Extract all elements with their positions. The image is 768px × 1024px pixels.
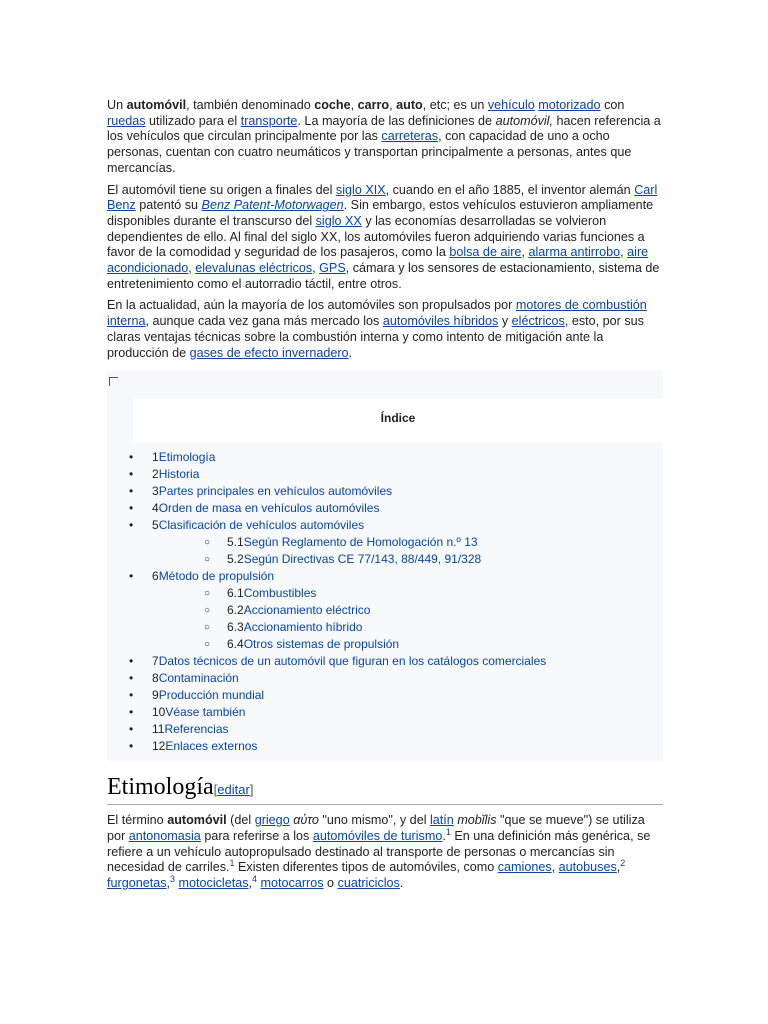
toc-item-link[interactable]: Según Directivas CE 77/143, 88/449, 91/328 [243,552,482,567]
text-run: hacen referencia a los vehículos que circulan principalmente por las [107,113,661,144]
hollow-bullet-icon: ○ [204,537,211,549]
inline-link[interactable]: furgonetas [107,876,167,891]
hollow-bullet-icon: ○ [204,639,211,651]
text-run: . La mayoría de las definiciones de [297,113,496,128]
inline-link[interactable]: siglo XIX [335,182,386,197]
bullet-icon: • [129,671,134,686]
toc-item[interactable] [107,670,663,687]
bold-term: automóvil [167,813,227,828]
text-run: , esto, por sus claras ventajas técnicas sobre la combustión interna y como intento de mitigación ante la producción de [107,314,644,360]
inline-link[interactable]: aire acondicionado [107,245,649,276]
toc-item-number: 8 [152,671,159,686]
text-run: , [521,245,529,260]
toc-item[interactable] [107,619,663,636]
inline-link[interactable]: carreteras [381,129,439,144]
text-run: . [442,828,446,843]
inline-link[interactable]: motocarros [260,876,324,891]
toc-item[interactable] [107,500,663,517]
toc-item-number: 5 [152,518,159,533]
text-run: El término [107,813,168,828]
text-run: , cuando en el año 1885, el inventor alemán [385,182,635,197]
toc-item[interactable] [107,653,663,670]
text-run: (del [226,813,255,828]
toc-item[interactable] [107,466,663,483]
toc-item[interactable] [107,585,663,602]
toc-item-link[interactable]: Método de propulsión [158,569,275,584]
text-run: , [616,860,621,875]
inline-link[interactable]: siglo XX [315,213,362,228]
inline-link[interactable]: eléctricos [511,314,565,329]
toc-item-link[interactable]: Referencias [164,722,229,737]
toc-item-link[interactable]: Orden de masa en vehículos automóviles [158,501,380,516]
toc-toggle-checkbox-icon[interactable] [109,377,118,386]
intro-paragraph-3 [107,298,663,361]
text-run: En una definición más genérica, se refiere a un vehículo autopropulsado destinado al transporte de personas o mercancías sin necesidad de carriles. [107,828,651,875]
text-run: , [551,860,559,875]
inline-link[interactable]: elevalunas eléctricos [195,261,313,276]
text-run: . [348,345,353,360]
toc-item-link[interactable]: Producción mundial [158,688,265,703]
inline-link[interactable]: motocicletas [178,876,249,891]
text-run: , [389,98,397,112]
toc-list [107,443,663,761]
hollow-bullet-icon: ○ [204,554,211,566]
hollow-bullet-icon: ○ [204,622,211,634]
toc-item-link[interactable]: Accionamiento híbrido [243,620,363,635]
article-content [107,98,663,898]
toc-item-link[interactable]: Otros sistemas de propulsión [243,637,400,652]
italic-term: mobĭlis [457,813,497,828]
toc-item[interactable] [107,738,663,755]
toc-item-number: 11 [152,722,165,737]
text-run: , [248,876,253,891]
bullet-icon: • [129,484,134,499]
italic-term: αὐτο [293,813,319,828]
toc-item-number: 5.2 [227,552,244,567]
bullet-icon: • [129,518,134,533]
inline-link[interactable]: automóviles de turismo [312,828,443,843]
toc-item-link[interactable]: Contaminación [158,671,239,686]
toc-item-link[interactable]: Enlaces externos [165,739,258,754]
text-run: , aunque cada vez gana más mercado los [145,314,383,329]
bullet-icon: • [129,467,134,482]
hollow-bullet-icon: ○ [204,605,211,617]
text-run: , [312,261,320,276]
text-run: con [600,98,625,112]
inline-link[interactable]: gases de efecto invernadero [189,345,349,360]
text-run: Un [107,98,127,112]
inline-link[interactable]: Benz Patent-Motorwagen [201,198,344,213]
text-run: , [350,98,358,112]
toc-item-number: 4 [152,501,159,516]
text-run: para referirse a los [200,828,313,843]
text-run: patentó su [135,198,202,213]
toc-item-number: 6.1 [227,586,244,601]
inline-link[interactable]: alarma antirrobo [528,245,621,260]
toc-item[interactable] [107,534,663,551]
inline-link[interactable]: motorizado [538,98,601,112]
toc-item-number: 7 [152,654,159,669]
toc-item[interactable] [107,636,663,653]
text-run: "que se mueve") se utiliza por [107,813,645,843]
toc-item-number: 2 [152,467,159,482]
reference-superscript[interactable]: 1 [229,858,235,869]
bullet-icon: • [129,501,134,516]
text-run: . Sin embargo, estos vehículos estuvieron ampliamente disponibles durante el transcurso del [107,198,654,228]
toc-item-number: 1 [152,450,159,465]
toc-item-link[interactable]: Datos técnicos de un automóvil que figuran en los catálogos comerciales [158,654,547,669]
text-run: El automóvil tiene su origen a finales del [107,182,336,197]
bold-term: coche [314,98,351,112]
edit-section-link-wrapper [214,782,254,797]
inline-link[interactable]: motores de combustión interna [107,298,647,329]
toc-item-number: 12 [152,739,166,754]
text-run: utilizado para el [145,113,241,128]
bullet-icon: • [129,688,134,703]
inline-link[interactable]: camiones [497,860,552,875]
inline-link[interactable]: ruedas [107,113,146,128]
inline-link[interactable]: latín [430,813,454,828]
text-run: , cámara y los sensores de estacionamiento, sistema de entretenimiento como el autorradio táctil, entre otros. [107,261,660,291]
inline-link[interactable]: transporte [240,113,298,128]
text-run: , [620,245,628,260]
toc-item[interactable] [107,449,663,466]
bullet-icon: • [129,739,134,754]
toc-item-link[interactable]: Clasificación de vehículos automóviles [158,518,365,533]
section-heading-text: Etimología [107,774,214,801]
toc-item-link[interactable]: Según Reglamento de Homologación n.º 13 [243,535,478,550]
toc-item-number: 10 [152,705,166,720]
toc-item-number: 3 [152,484,159,499]
reference-superscript[interactable]: 1 [445,826,451,837]
inline-link[interactable]: bolsa de aire [449,245,522,260]
inline-link[interactable]: automóviles híbridos [382,314,499,329]
toc-item[interactable] [107,721,663,738]
toc-item-link[interactable]: Combustibles [243,586,317,601]
toc-title-bar [133,399,663,443]
inline-link[interactable]: autobuses [558,860,617,875]
inline-link[interactable]: Carl Benz [107,182,658,213]
toc-toggle-row [107,371,663,399]
inline-link[interactable]: griego [254,813,290,828]
inline-link[interactable]: antonomasia [128,828,201,843]
bold-term: auto [396,98,423,112]
intro-paragraph-1 [107,98,663,177]
reference-superscript[interactable]: 3 [170,873,176,884]
bullet-icon: • [129,569,134,584]
bullet-icon: • [129,654,134,669]
text-run: , también denominado [186,98,315,112]
inline-link[interactable]: vehículo [487,98,535,112]
bold-term: automóvil [126,98,187,112]
toc-item[interactable] [107,602,663,619]
section-heading-etimologia [107,773,663,805]
text-run: . [399,876,404,891]
toc-item[interactable] [107,517,663,534]
text-run: y las economías desarrolladas se volvieron dependientes de ello. Al final del siglo XX, los automóviles fueron adquiriendo varias funciones a favor de la comodidad y seguridad de los pasajeros, como la [107,213,645,260]
toc-item-number: 6.2 [227,603,244,618]
bullet-icon: • [129,705,134,720]
toc-item-number: 6 [152,569,159,584]
text-run: En la actualidad, aún la mayoría de los automóviles son propulsados por [107,298,516,313]
inline-link[interactable]: cuatriciclos [337,876,400,891]
toc-item-number: 5.1 [227,535,244,550]
text-run: o [323,876,338,891]
reference-superscript[interactable]: 2 [620,858,626,869]
toc-item[interactable] [107,704,663,721]
bullet-icon: • [129,722,134,737]
toc-item-link[interactable]: Accionamiento eléctrico [243,603,371,618]
reference-superscript[interactable]: 4 [252,873,258,884]
bold-term: carro [357,98,390,112]
text-run: , [166,876,171,891]
toc-item[interactable] [107,483,663,500]
edit-section-link[interactable]: editar [217,782,250,798]
edit-bracket-open: [ [213,782,218,798]
table-of-contents [107,371,663,761]
toc-item-number: 6.4 [227,637,244,652]
toc-item-link[interactable]: Etimología [158,450,216,465]
toc-title: Índice [380,411,416,426]
text-run: y [498,314,512,329]
etimologia-paragraph [107,813,663,892]
edit-bracket-close: ] [249,782,254,798]
toc-item[interactable] [107,551,663,568]
bullet-icon: • [129,450,134,465]
inline-link[interactable]: GPS [319,261,346,276]
text-run: , [188,261,196,276]
italic-term: automóvil, [495,113,553,128]
toc-item-number: 6.3 [227,620,244,635]
toc-item-number: 9 [152,688,159,703]
toc-item-link[interactable]: Partes principales en vehículos automóviles [158,484,393,499]
text-run: "uno mismo", y del [318,813,430,828]
toc-item-link[interactable]: Historia [158,467,200,482]
hollow-bullet-icon: ○ [204,588,211,600]
toc-item[interactable] [107,687,663,704]
text-run: Existen diferentes tipos de automóviles, como [234,860,498,875]
text-run: , etc; es un [422,98,488,112]
toc-item[interactable] [107,568,663,585]
toc-item-link[interactable]: Véase también [165,705,246,720]
text-run: , con capacidad de uno a ocho personas, cuentan con cuatro neumáticos y transportan principalmente a personas, antes que mercancías. [107,129,632,175]
intro-paragraph-2 [107,183,663,293]
